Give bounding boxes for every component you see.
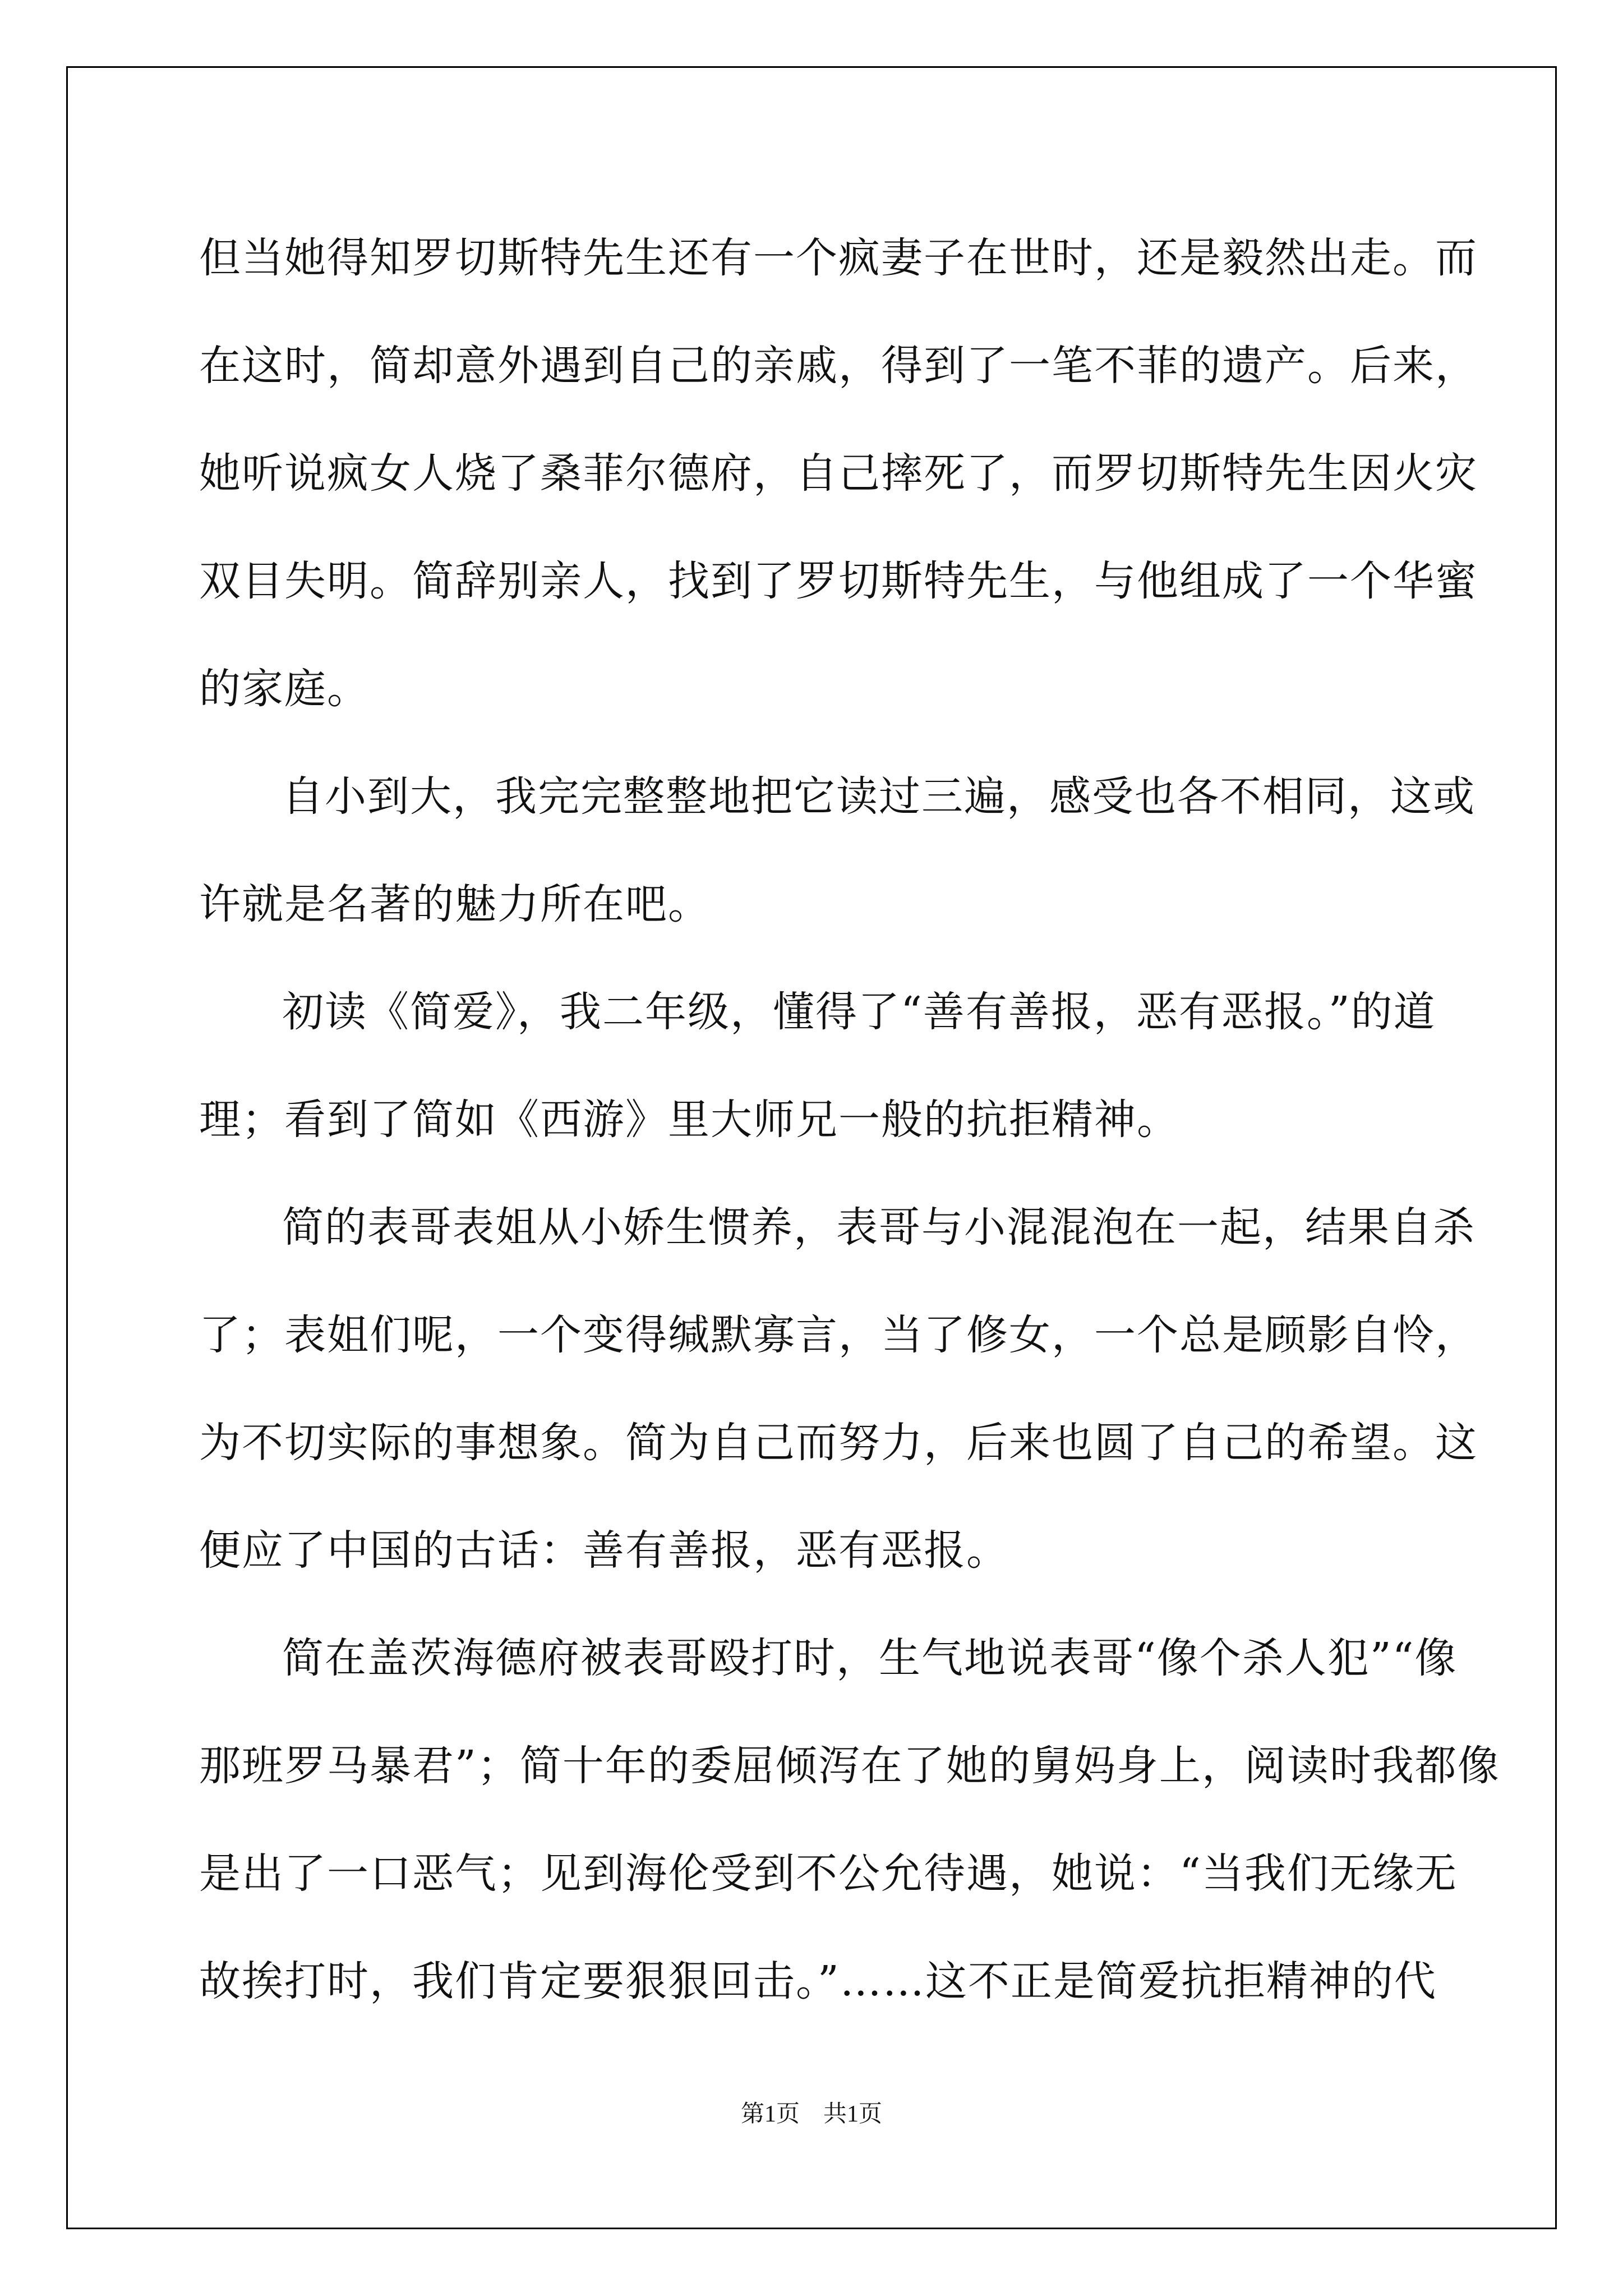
page-footer: 第1页 共1页 <box>740 2101 882 2127</box>
text-line: 但当她得知罗切斯特先生还有一个疯妻子在世时，还是毅然出走。而 <box>199 234 1478 282</box>
document-body <box>199 204 1500 2035</box>
text-line: 许就是名著的魅力所在吧。 <box>199 880 711 928</box>
text-line: 是出了一口恶气；见到海伦受到不公允待遇，她说：“当我们无缘无 <box>199 1849 1458 1898</box>
text-line: 便应了中国的古话：善有善报，恶有恶报。 <box>199 1526 1009 1575</box>
text-line: 那班罗马暴君”；简十年的委屈倾泻在了她的舅妈身上，阅读时我都像 <box>199 1742 1500 1790</box>
paragraph-first-line: 简的表哥表姐从小娇生惯养，表哥与小混混泡在一起，结果自杀 <box>282 1203 1476 1251</box>
text-line: 她听说疯女人烧了桑菲尔德府，自己摔死了，而罗切斯特先生因火灾 <box>199 449 1478 498</box>
text-line: 故挨打时，我们肯定要狠狠回击。”……这不正是简爱抗拒精神的代 <box>199 1957 1437 2005</box>
text-line: 在这时，简却意外遇到自己的亲戚，得到了一笔不菲的遗产。后来， <box>199 342 1478 390</box>
text-line: 理；看到了简如《西游》里大师兄一般的抗拒精神。 <box>199 1096 1179 1144</box>
text-line: 的家庭。 <box>199 665 370 713</box>
text-line: 双目失明。简辞别亲人，找到了罗切斯特先生，与他组成了一个华蜜 <box>199 557 1478 605</box>
paragraph-first-line: 自小到大，我完完整整地把它读过三遍，感受也各不相同，这或 <box>282 772 1476 821</box>
paragraph-first-line: 简在盖茨海德府被表哥殴打时，生气地说表哥“像个杀人犯”“像 <box>282 1634 1458 1682</box>
paragraph-first-line: 初读《简爱》，我二年级，懂得了“善有善报，恶有恶报。”的道 <box>282 988 1436 1036</box>
text-line: 为不切实际的事想象。简为自己而努力，后来也圆了自己的希望。这 <box>199 1419 1478 1467</box>
text-line: 了；表姐们呢，一个变得缄默寡言，当了修女，一个总是顾影自怜， <box>199 1311 1478 1359</box>
